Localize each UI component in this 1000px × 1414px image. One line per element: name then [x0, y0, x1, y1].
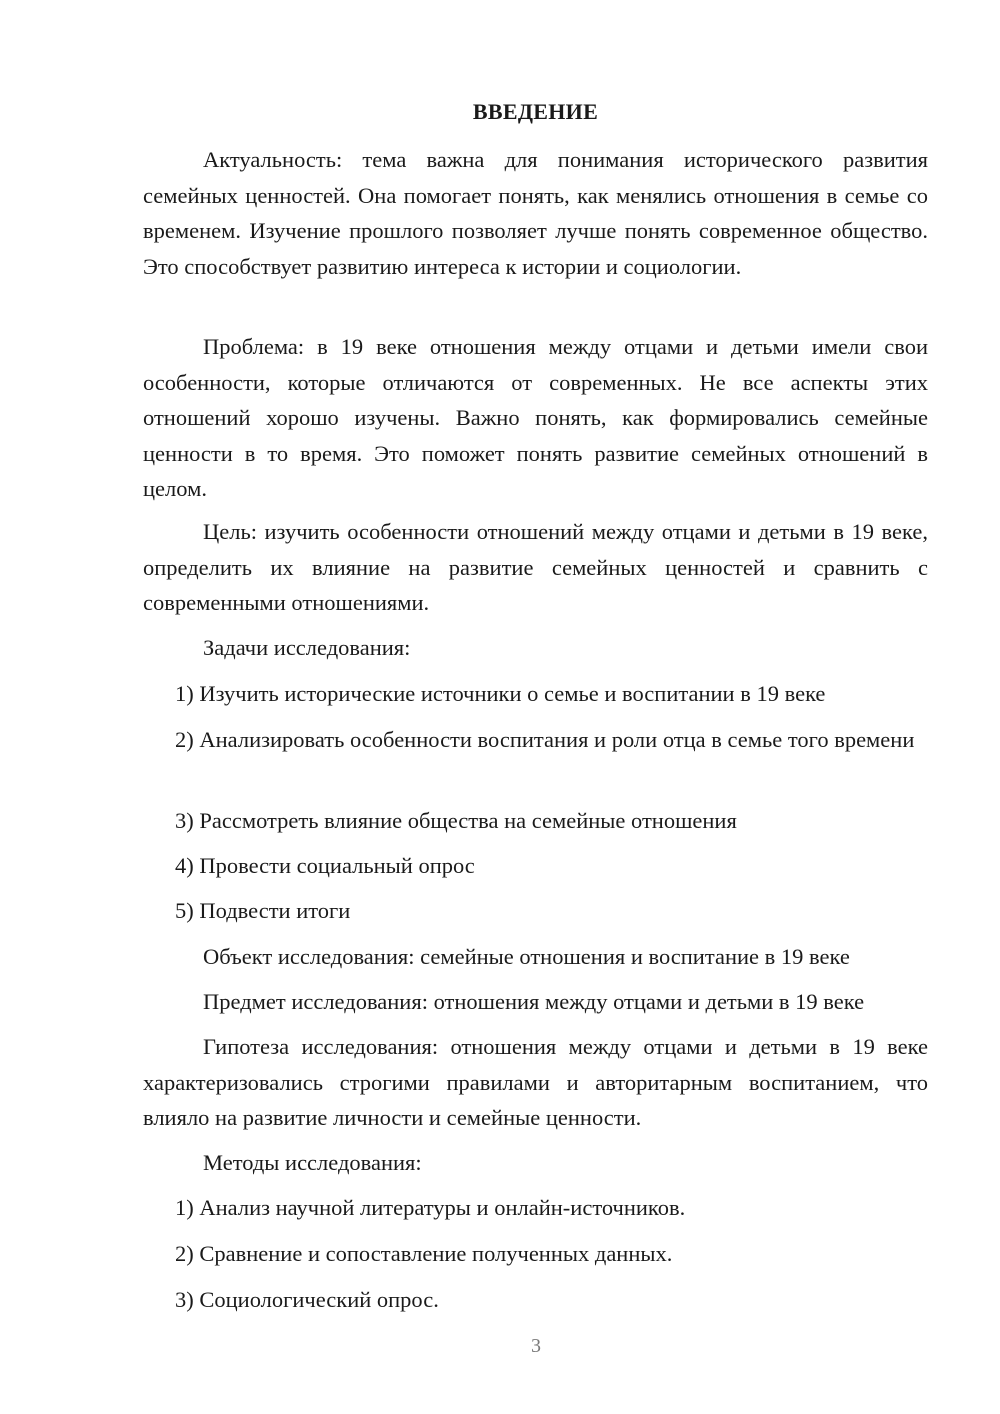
method-item: 2) Сравнение и сопоставление полученных данных. — [175, 1241, 673, 1266]
research-subject: Предмет исследования: отношения между отцами и детьми в 19 веке — [203, 989, 865, 1014]
method-item: 3) Социологический опрос. — [175, 1287, 439, 1312]
hypothesis-paragraph: Гипотеза исследования: отношения между отцами и детьми в 19 веке характеризовались строгими правилами и авторитарным воспитанием, что влияло на развитие личности и семейные ценности. — [143, 1034, 928, 1130]
task-item: 1) Изучить исторические источники о семье и воспитании в 19 веке — [175, 681, 826, 706]
page-title: ВВЕДЕНИЕ — [472, 99, 599, 124]
tasks-title: Задачи исследования: — [203, 635, 411, 660]
relevance-paragraph: Актуальность: тема важна для понимания исторического развития семейных ценностей. Она помогает понять, как менялись отношения в семье со временем. Изучение прошлого позволяет лучше понять современное общество. Это способствует развитию интереса к истории и социологии. — [143, 147, 928, 279]
goal-paragraph: Цель: изучить особенности отношений между отцами и детьми в 19 веке, определить их влияние на развитие семейных ценностей и сравнить с современными отношениями. — [143, 519, 928, 615]
problem-paragraph: Проблема: в 19 веке отношения между отцами и детьми имели свои особенности, которые отличаются от современных. Не все аспекты этих отношений хорошо изучены. Важно понять, как формировались семейные ценности в то время. Это поможет понять развитие семейных отношений в целом. — [143, 334, 928, 501]
task-item: 3) Рассмотреть влияние общества на семейные отношения — [175, 808, 737, 833]
method-item: 1) Анализ научной литературы и онлайн-источников. — [175, 1195, 686, 1220]
page-number: 3 — [531, 1335, 541, 1357]
research-object: Объект исследования: семейные отношения и воспитание в 19 веке — [203, 944, 850, 969]
methods-title: Методы исследования: — [203, 1150, 422, 1175]
task-item: 4) Провести социальный опрос — [175, 853, 475, 878]
task-item: 5) Подвести итоги — [175, 898, 351, 923]
task-item: 2) Анализировать особенности воспитания и роли отца в семье того времени — [175, 727, 915, 752]
